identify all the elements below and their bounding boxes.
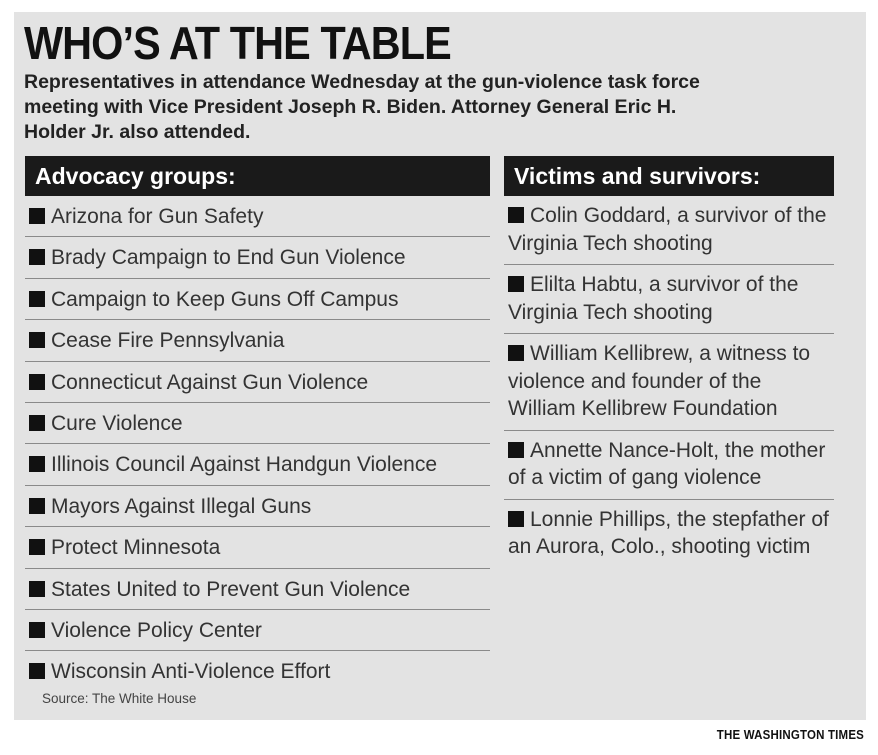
graphic-title: WHO’S AT THE TABLE — [24, 17, 451, 69]
square-bullet-icon — [508, 207, 524, 223]
victims-survivors-heading: Victims and survivors: — [504, 156, 834, 196]
square-bullet-icon — [29, 539, 45, 555]
square-bullet-icon — [29, 415, 45, 431]
square-bullet-icon — [29, 249, 45, 265]
list-item: Mayors Against Illegal Guns — [25, 486, 490, 527]
list-item: Illinois Council Against Handgun Violence — [25, 444, 490, 485]
square-bullet-icon — [508, 511, 524, 527]
publisher-credit: THE WASHINGTON TIMES — [716, 728, 864, 742]
list-item: Violence Policy Center — [25, 610, 490, 651]
list-item: Connecticut Against Gun Violence — [25, 362, 490, 403]
victims-survivors-list — [504, 196, 834, 568]
square-bullet-icon — [29, 208, 45, 224]
source-note: Source: The White House — [42, 691, 197, 706]
graphic-subtitle: Representatives in attendance Wednesday at the gun-violence task force meeting with Vice President Joseph R. Biden. Attorney General Eric H. Holder Jr. also attended. — [24, 71, 700, 143]
list-item: Campaign to Keep Guns Off Campus — [25, 279, 490, 320]
list-item: Protect Minnesota — [25, 527, 490, 568]
list-item: Arizona for Gun Safety — [25, 196, 490, 237]
list-item: Elilta Habtu, a survivor of the Virginia Tech shooting — [504, 265, 834, 334]
list-item: States United to Prevent Gun Violence — [25, 569, 490, 610]
square-bullet-icon — [29, 291, 45, 307]
list-item: Cure Violence — [25, 403, 490, 444]
square-bullet-icon — [29, 332, 45, 348]
list-item: Brady Campaign to End Gun Violence — [25, 237, 490, 278]
square-bullet-icon — [29, 663, 45, 679]
square-bullet-icon — [29, 581, 45, 597]
square-bullet-icon — [29, 374, 45, 390]
square-bullet-icon — [508, 442, 524, 458]
list-item: Annette Nance-Holt, the mother of a victim of gang violence — [504, 431, 834, 500]
square-bullet-icon — [29, 456, 45, 472]
advocacy-groups-heading: Advocacy groups: — [25, 156, 490, 196]
list-item: Colin Goddard, a survivor of the Virginia Tech shooting — [504, 196, 834, 265]
list-item: Wisconsin Anti-Violence Effort — [25, 651, 490, 692]
list-item: Cease Fire Pennsylvania — [25, 320, 490, 361]
square-bullet-icon — [29, 498, 45, 514]
square-bullet-icon — [29, 622, 45, 638]
square-bullet-icon — [508, 276, 524, 292]
list-item: Lonnie Phillips, the stepfather of an Aurora, Colo., shooting victim — [508, 507, 829, 558]
square-bullet-icon — [508, 345, 524, 361]
advocacy-groups-list — [25, 196, 490, 693]
list-item: William Kellibrew, a witness to violence and founder of the William Kellibrew Foundation — [504, 334, 834, 431]
